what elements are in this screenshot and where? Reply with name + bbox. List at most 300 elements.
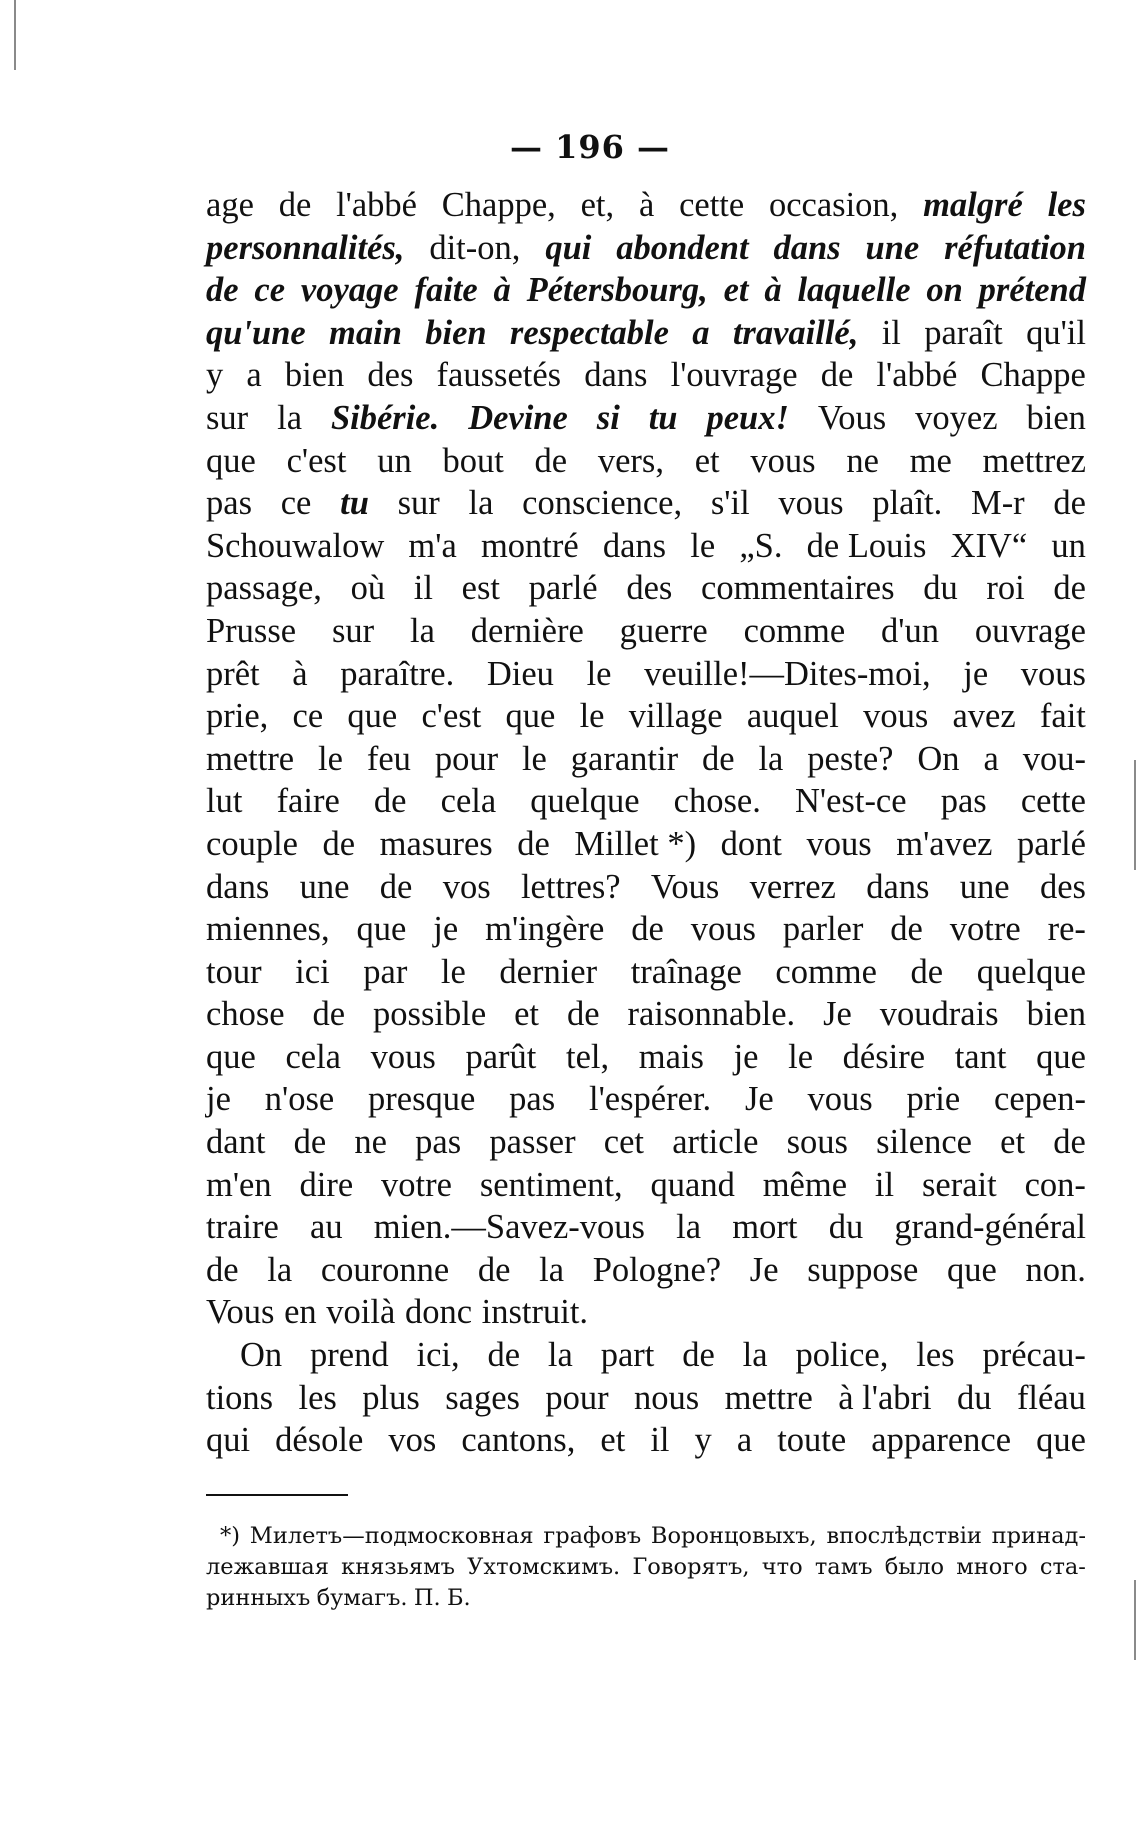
text-line bbox=[206, 1078, 1086, 1121]
text-line bbox=[206, 440, 1086, 483]
word: On bbox=[917, 739, 960, 778]
word: et, bbox=[580, 186, 615, 224]
word: Je bbox=[749, 1250, 779, 1289]
italic-word: et bbox=[723, 271, 749, 310]
word: quand bbox=[650, 1165, 735, 1204]
word: voilà bbox=[326, 1293, 396, 1332]
word: mort bbox=[732, 1208, 798, 1247]
italic-word: Sibérie. bbox=[330, 398, 440, 437]
word: dans bbox=[602, 526, 667, 565]
word: que bbox=[947, 1250, 997, 1289]
text-line bbox=[206, 525, 1086, 568]
word: dans bbox=[584, 356, 648, 395]
word: de bbox=[890, 910, 923, 949]
word: où bbox=[350, 569, 386, 608]
word: à bbox=[292, 654, 308, 693]
italic-word: voyage bbox=[300, 271, 399, 310]
word: et bbox=[514, 995, 539, 1034]
word: prend bbox=[310, 1336, 389, 1375]
word: Говорятъ, bbox=[632, 1554, 750, 1580]
footnote-divider bbox=[206, 1494, 348, 1496]
word: dant bbox=[206, 1123, 266, 1162]
scan-edge-line-right bbox=[1134, 760, 1136, 870]
word: графовъ bbox=[543, 1523, 642, 1549]
word: votre bbox=[949, 910, 1021, 949]
word: bien bbox=[1026, 398, 1086, 437]
word: précau- bbox=[982, 1336, 1086, 1375]
word: de bbox=[379, 867, 413, 906]
word: et bbox=[600, 1421, 626, 1460]
word: du bbox=[828, 1208, 864, 1247]
word: vous bbox=[1020, 654, 1086, 693]
word: raisonnable. bbox=[627, 995, 796, 1034]
word: votre bbox=[381, 1165, 452, 1204]
word: part bbox=[600, 1336, 655, 1375]
word: des bbox=[367, 356, 414, 395]
word: faussetés bbox=[436, 356, 562, 395]
word: presque bbox=[368, 1080, 476, 1119]
word: sur bbox=[206, 398, 249, 437]
word: pour bbox=[545, 1378, 609, 1417]
word: sous bbox=[786, 1123, 848, 1162]
word: guerre bbox=[619, 611, 708, 650]
word: je bbox=[206, 1080, 231, 1119]
italic-word: a bbox=[692, 313, 710, 352]
text-line bbox=[206, 1419, 1086, 1462]
word: serait bbox=[921, 1165, 997, 1204]
word: l'espérer. bbox=[588, 1080, 712, 1119]
word: du bbox=[923, 569, 958, 608]
word: la bbox=[267, 1250, 293, 1289]
word: cantons, bbox=[461, 1421, 576, 1460]
word: l'abbé bbox=[876, 356, 958, 395]
word: a bbox=[983, 739, 999, 778]
word: a bbox=[736, 1421, 753, 1460]
word: chose. bbox=[673, 782, 761, 821]
italic-word: les bbox=[1047, 186, 1086, 224]
word: Б. bbox=[446, 1585, 471, 1611]
word: de bbox=[373, 782, 407, 821]
word: passer bbox=[489, 1123, 576, 1162]
word: que bbox=[347, 697, 398, 736]
word: il bbox=[650, 1421, 670, 1460]
word: la bbox=[277, 398, 303, 437]
word: parlé bbox=[1017, 824, 1086, 863]
text-line bbox=[206, 1377, 1086, 1420]
word: parlé bbox=[528, 569, 598, 608]
word: est bbox=[461, 569, 500, 608]
word: apparence bbox=[871, 1421, 1012, 1460]
italic-word: main bbox=[329, 313, 402, 352]
word: roi bbox=[986, 569, 1025, 608]
word: mettrez bbox=[982, 441, 1086, 480]
word: village bbox=[628, 697, 723, 736]
italic-word: qui bbox=[545, 228, 592, 267]
word: ce bbox=[292, 697, 324, 736]
text-line bbox=[206, 567, 1086, 610]
word: Vous bbox=[817, 398, 887, 437]
text-line bbox=[206, 1206, 1086, 1249]
word: vou- bbox=[1022, 739, 1086, 778]
word: vos bbox=[442, 867, 491, 906]
italic-word: malgré bbox=[923, 186, 1023, 224]
word: verrez bbox=[749, 867, 836, 906]
word: тамъ bbox=[814, 1554, 873, 1580]
word: non. bbox=[1025, 1250, 1086, 1289]
word: l'ouvrage bbox=[670, 356, 798, 395]
word: On bbox=[240, 1336, 283, 1375]
text-line bbox=[206, 780, 1086, 823]
word: ouvrage bbox=[974, 611, 1086, 650]
word: il bbox=[881, 313, 901, 352]
word: tour bbox=[206, 952, 262, 991]
text-line bbox=[206, 312, 1086, 355]
word: vous bbox=[778, 484, 844, 523]
word: couronne bbox=[320, 1250, 450, 1289]
word: de bbox=[487, 1336, 521, 1375]
word: un bbox=[1051, 526, 1086, 565]
word: donc bbox=[404, 1293, 473, 1332]
word: de bbox=[1053, 484, 1086, 523]
text-line bbox=[206, 354, 1086, 397]
italic-word: dans bbox=[773, 228, 841, 267]
italic-word: respectable bbox=[509, 313, 669, 352]
word: de bbox=[1053, 569, 1086, 608]
word: police, bbox=[795, 1336, 889, 1375]
word: П. bbox=[413, 1585, 441, 1611]
word: Милетъ—подмосковная bbox=[249, 1523, 534, 1549]
word: mettre bbox=[206, 739, 295, 778]
word: „S. bbox=[739, 526, 783, 565]
text-line bbox=[206, 227, 1086, 270]
word: dans bbox=[206, 867, 270, 906]
word: la bbox=[547, 1336, 573, 1375]
word: le bbox=[788, 1037, 814, 1076]
word: M-r bbox=[971, 484, 1025, 523]
word: Vous bbox=[650, 867, 720, 906]
word: de bbox=[682, 1336, 715, 1375]
word: prêt bbox=[206, 654, 260, 693]
word: instruit. bbox=[481, 1293, 589, 1332]
word: mien.—Savez-vous bbox=[373, 1208, 645, 1247]
word: couple bbox=[206, 824, 298, 863]
word: conscience, bbox=[522, 484, 683, 523]
italic-word: à bbox=[764, 271, 782, 310]
word: s'il bbox=[710, 484, 750, 523]
word: que bbox=[505, 697, 556, 736]
word: N'est-ce bbox=[794, 782, 907, 821]
word: de bbox=[278, 186, 312, 224]
word: tions bbox=[206, 1378, 274, 1417]
italic-word: travaillé, bbox=[732, 313, 859, 352]
word: bien bbox=[284, 356, 345, 395]
word: tel, bbox=[566, 1037, 610, 1076]
word: Vous bbox=[206, 1293, 275, 1332]
word: Dieu bbox=[486, 654, 554, 693]
text-line bbox=[206, 482, 1086, 525]
italic-word: peux! bbox=[706, 398, 789, 437]
word: vous bbox=[370, 1037, 436, 1076]
text-line bbox=[206, 1121, 1086, 1164]
word: pas bbox=[206, 484, 252, 523]
word: m'a bbox=[408, 526, 457, 565]
text-line bbox=[206, 184, 1086, 227]
word: Millet *) bbox=[574, 824, 697, 863]
word: cet bbox=[603, 1123, 645, 1162]
word: que bbox=[1036, 1421, 1086, 1460]
word: fait bbox=[1039, 697, 1086, 736]
word: dernière bbox=[470, 611, 584, 650]
word: cette bbox=[679, 186, 745, 224]
word: passage, bbox=[206, 569, 322, 608]
word: que bbox=[356, 910, 407, 949]
word: Pologne? bbox=[592, 1250, 722, 1289]
word: les bbox=[916, 1336, 955, 1375]
word: de Louis bbox=[806, 526, 927, 565]
word: avez bbox=[952, 697, 1016, 736]
word: de bbox=[701, 739, 735, 778]
word: бумагъ. bbox=[316, 1585, 408, 1611]
word: voudrais bbox=[879, 995, 999, 1034]
word: y bbox=[206, 356, 224, 395]
word: masures bbox=[379, 824, 493, 863]
word: traînage bbox=[630, 952, 742, 991]
word: même bbox=[762, 1165, 848, 1204]
word: Chappe bbox=[980, 356, 1086, 395]
word: désole bbox=[275, 1421, 364, 1460]
word: ce bbox=[280, 484, 312, 523]
word: et bbox=[1000, 1123, 1026, 1162]
word: me bbox=[909, 441, 952, 480]
footnote-line bbox=[206, 1583, 1086, 1614]
word: que bbox=[206, 1037, 256, 1076]
word: nous bbox=[634, 1378, 700, 1417]
text-line bbox=[206, 951, 1086, 994]
footnote-block bbox=[206, 1521, 1086, 1614]
text-line bbox=[206, 269, 1086, 312]
word: bien bbox=[1026, 995, 1086, 1034]
word: de bbox=[206, 1250, 239, 1289]
word: montré bbox=[480, 526, 579, 565]
word: des bbox=[1039, 867, 1086, 906]
word: vous bbox=[863, 697, 929, 736]
word: l'abbé bbox=[336, 186, 417, 224]
word: la bbox=[742, 1336, 768, 1375]
word: pas bbox=[940, 782, 987, 821]
text-line bbox=[206, 1249, 1086, 1292]
word: plus bbox=[362, 1378, 420, 1417]
word: vous bbox=[690, 910, 756, 949]
word: la bbox=[468, 484, 494, 523]
word: le bbox=[440, 952, 466, 991]
italic-word: Devine bbox=[468, 398, 568, 437]
word: ринныхъ bbox=[206, 1585, 311, 1611]
word: auquel bbox=[746, 697, 839, 736]
word: sentiment, bbox=[479, 1165, 623, 1204]
word: toute bbox=[777, 1421, 847, 1460]
italic-word: Pétersbourg, bbox=[526, 271, 708, 310]
word: possible bbox=[373, 995, 487, 1034]
word: la bbox=[758, 739, 784, 778]
word: le bbox=[690, 526, 716, 565]
word: m'avez bbox=[896, 824, 993, 863]
word: Воронцовыхъ, bbox=[650, 1523, 817, 1549]
word: je bbox=[963, 654, 989, 693]
text-line bbox=[206, 738, 1086, 781]
word: feu bbox=[366, 739, 411, 778]
word: m'ingère bbox=[485, 910, 605, 949]
word: que bbox=[206, 441, 256, 480]
word: ici bbox=[295, 952, 330, 991]
word: m'en bbox=[206, 1165, 272, 1204]
word: ne bbox=[354, 1123, 387, 1162]
word: vous bbox=[806, 824, 872, 863]
word: c'est bbox=[286, 441, 347, 480]
word: commentaires bbox=[701, 569, 895, 608]
text-line bbox=[206, 1291, 1086, 1334]
word: de bbox=[312, 995, 346, 1034]
word: de bbox=[566, 995, 600, 1034]
italic-word: bien bbox=[425, 313, 487, 352]
word: ne bbox=[846, 441, 879, 480]
scan-edge-line-right-lower bbox=[1134, 1580, 1136, 1660]
word: grand-général bbox=[894, 1208, 1086, 1247]
word: Prusse bbox=[206, 611, 297, 650]
text-line bbox=[206, 1164, 1086, 1207]
word: что bbox=[761, 1554, 803, 1580]
word: pour bbox=[434, 739, 499, 778]
text-line bbox=[206, 993, 1086, 1036]
word: quelque bbox=[976, 952, 1086, 991]
word: n'ose bbox=[264, 1080, 335, 1119]
text-line bbox=[206, 1334, 1086, 1377]
word: впослѣдствіи bbox=[826, 1523, 982, 1549]
word: sur bbox=[331, 611, 375, 650]
word: article bbox=[672, 1123, 759, 1162]
text-line bbox=[206, 695, 1086, 738]
word: la bbox=[676, 1208, 702, 1247]
word: de bbox=[517, 824, 550, 863]
footnote-line bbox=[206, 1552, 1086, 1583]
italic-word: si bbox=[596, 398, 620, 437]
word: traire bbox=[206, 1208, 279, 1247]
word: dire bbox=[299, 1165, 354, 1204]
word: dit-on, bbox=[429, 228, 521, 267]
word: le bbox=[586, 654, 612, 693]
word: les bbox=[298, 1378, 337, 1417]
word: pas bbox=[415, 1123, 462, 1162]
word: ста- bbox=[1039, 1554, 1086, 1580]
word: la bbox=[409, 611, 435, 650]
text-line bbox=[206, 1036, 1086, 1079]
italic-word: tu bbox=[648, 398, 678, 437]
word: lut bbox=[206, 782, 243, 821]
word: лежавшая bbox=[206, 1554, 329, 1580]
word: de bbox=[477, 1250, 511, 1289]
word: con- bbox=[1024, 1165, 1086, 1204]
word: parût bbox=[465, 1037, 537, 1076]
word: vous bbox=[750, 441, 816, 480]
word: много bbox=[956, 1554, 1028, 1580]
word: veuille!—Dites-moi, bbox=[644, 654, 931, 693]
word: sages bbox=[445, 1378, 520, 1417]
word: sur bbox=[397, 484, 440, 523]
word: suppose bbox=[807, 1250, 919, 1289]
word: du bbox=[957, 1378, 992, 1417]
word: было bbox=[884, 1554, 945, 1580]
word: prie, bbox=[206, 697, 269, 736]
word: принад- bbox=[991, 1523, 1086, 1549]
text-line bbox=[206, 397, 1086, 440]
word: mais bbox=[638, 1037, 704, 1076]
word: quelque bbox=[530, 782, 640, 821]
word: князьямъ bbox=[341, 1554, 455, 1580]
italic-word: ce bbox=[254, 271, 286, 310]
word: lettres? bbox=[520, 867, 621, 906]
word: a bbox=[246, 356, 262, 395]
word: vers, bbox=[597, 441, 664, 480]
italic-word: réfutation bbox=[944, 228, 1086, 267]
italic-word: prétend bbox=[978, 271, 1086, 310]
word: qu'il bbox=[1026, 313, 1086, 352]
word: de bbox=[534, 441, 568, 480]
word: à l'abri bbox=[838, 1378, 932, 1417]
word: de bbox=[322, 824, 356, 863]
word: garantir bbox=[570, 739, 679, 778]
text-line bbox=[206, 610, 1086, 653]
italic-word: une bbox=[865, 228, 920, 267]
word: XIV“ bbox=[950, 526, 1028, 565]
word: au bbox=[310, 1208, 343, 1247]
word: cela bbox=[440, 782, 497, 821]
word: Ухтомскимъ. bbox=[467, 1554, 621, 1580]
text-line bbox=[206, 908, 1086, 951]
word: en bbox=[284, 1293, 317, 1332]
word: de bbox=[1053, 1123, 1086, 1162]
word: voyez bbox=[915, 398, 998, 437]
word: pas bbox=[509, 1080, 556, 1119]
word: peste? bbox=[807, 739, 894, 778]
word: je bbox=[433, 910, 459, 949]
word: comme bbox=[775, 952, 877, 991]
word: comme bbox=[743, 611, 846, 650]
word: bout bbox=[442, 441, 504, 480]
word: y bbox=[694, 1421, 712, 1460]
main-text-block bbox=[206, 184, 1086, 1462]
word: silence bbox=[876, 1123, 972, 1162]
word: des bbox=[626, 569, 673, 608]
word: la bbox=[539, 1250, 565, 1289]
word: paraît bbox=[924, 313, 1003, 352]
word: cette bbox=[1020, 782, 1086, 821]
word: il bbox=[874, 1165, 895, 1204]
word: c'est bbox=[421, 697, 482, 736]
word: que bbox=[1036, 1037, 1086, 1076]
word: et bbox=[694, 441, 720, 480]
word: faire bbox=[276, 782, 340, 821]
italic-word: on bbox=[926, 271, 963, 310]
word: le bbox=[318, 739, 343, 778]
word: Chappe, bbox=[441, 186, 556, 224]
italic-word: abondent bbox=[616, 228, 749, 267]
word: paraître. bbox=[340, 654, 455, 693]
word: je bbox=[733, 1037, 759, 1076]
word: age bbox=[206, 186, 254, 224]
word: de bbox=[910, 952, 944, 991]
word: par bbox=[363, 952, 408, 991]
word: désire bbox=[842, 1037, 926, 1076]
word: occasion, bbox=[768, 186, 899, 224]
